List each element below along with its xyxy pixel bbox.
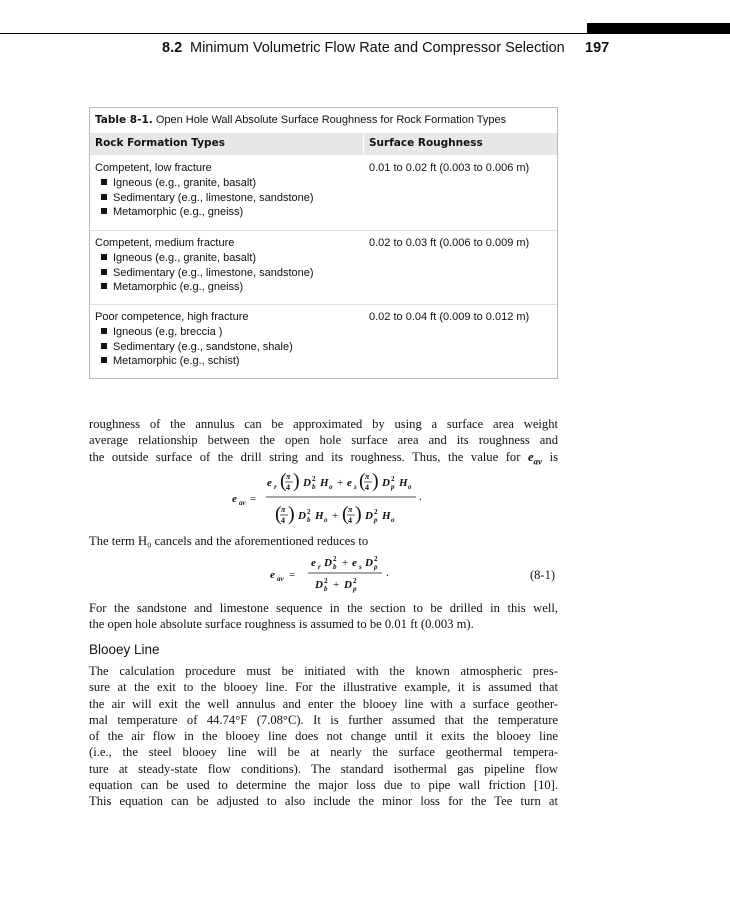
list-item: Sedimentary (e.g., sandstone, shale) bbox=[95, 340, 293, 355]
svg-text:4: 4 bbox=[286, 483, 290, 492]
svg-text:2: 2 bbox=[374, 555, 378, 563]
svg-text:H: H bbox=[320, 477, 329, 489]
roughness-cell: 0.02 to 0.03 ft (0.006 to 0.009 m) bbox=[369, 237, 530, 249]
svg-text:e: e bbox=[232, 493, 237, 505]
list-item: Igneous (e.g., granite, basalt) bbox=[95, 251, 314, 266]
text-line: equation can be used to determine the major loss due to pipe wall friction [10]. bbox=[89, 778, 558, 793]
svg-text:p: p bbox=[374, 516, 378, 524]
text-line: mal temperature of 44.74°F (7.08°C). It is further assumed that the temperature bbox=[89, 712, 558, 727]
text-line-end: is bbox=[549, 449, 558, 464]
text-line: of the air flow in the blooey line does not change until it exits the blooey line bbox=[89, 729, 558, 744]
svg-text:e: e bbox=[347, 477, 352, 489]
text-line: roughness of the annulus can be approximated by using a surface area weight bbox=[89, 417, 558, 431]
roughness-cell: 0.01 to 0.02 ft (0.003 to 0.006 m) bbox=[369, 162, 530, 174]
svg-text:D: D bbox=[298, 510, 306, 522]
paragraph-roughness-intro bbox=[89, 416, 558, 465]
text-line: (i.e., the steel blooey line will be at nearly the surface geothermal tempera- bbox=[89, 745, 558, 760]
text-line-run: the outside surface of the drill string and its roughness. Thus, the value for bbox=[89, 449, 521, 464]
svg-text:(: ( bbox=[275, 503, 282, 525]
svg-text:b: b bbox=[312, 483, 316, 491]
svg-text:o: o bbox=[324, 516, 328, 524]
svg-text:s: s bbox=[359, 563, 362, 571]
text-line: The term H₀ cancels and the aforementioned reduces to bbox=[89, 534, 369, 548]
svg-text:π: π bbox=[286, 472, 291, 481]
svg-text:D: D bbox=[303, 477, 311, 489]
svg-text:o: o bbox=[408, 483, 412, 491]
formation-cell bbox=[95, 161, 314, 220]
equation-weighted-roughness bbox=[230, 466, 430, 530]
section-subheading: Blooey Line bbox=[89, 642, 160, 657]
svg-text:r: r bbox=[274, 483, 277, 491]
svg-text:2: 2 bbox=[353, 577, 357, 585]
equation-number: (8-1) bbox=[530, 568, 555, 582]
formation-type: Competent, low fracture bbox=[95, 162, 212, 174]
svg-text:H: H bbox=[315, 510, 324, 522]
svg-text:2: 2 bbox=[374, 508, 378, 516]
svg-text:(: ( bbox=[342, 503, 349, 525]
svg-text:=: = bbox=[250, 493, 257, 505]
svg-text:.: . bbox=[386, 567, 389, 579]
list-item: Metamorphic (e.g., gneiss) bbox=[95, 205, 314, 220]
header-rock-formation-types: Rock Formation Types bbox=[95, 137, 225, 149]
svg-text:+: + bbox=[342, 557, 349, 569]
row-divider bbox=[90, 230, 557, 231]
text-line: sure at the exit to the blooey line. For the illustrative example, it is assumed that bbox=[89, 680, 558, 695]
svg-text:o: o bbox=[329, 483, 333, 491]
row-divider bbox=[90, 304, 557, 305]
svg-text:): ) bbox=[355, 503, 362, 525]
svg-text:e: e bbox=[270, 569, 275, 581]
roughness-cell: 0.02 to 0.04 ft (0.009 to 0.012 m) bbox=[369, 311, 530, 323]
svg-text:s: s bbox=[354, 483, 357, 491]
svg-text:e: e bbox=[267, 477, 272, 489]
svg-text:=: = bbox=[289, 569, 296, 581]
formation-type: Competent, medium fracture bbox=[95, 237, 235, 249]
svg-text:D: D bbox=[315, 579, 323, 591]
section-number: 8.2 bbox=[162, 40, 183, 56]
header-surface-roughness: Surface Roughness bbox=[369, 137, 483, 149]
svg-text:p: p bbox=[391, 483, 395, 491]
svg-text:): ) bbox=[293, 470, 300, 492]
svg-text:4: 4 bbox=[281, 516, 285, 525]
svg-text:+: + bbox=[333, 579, 340, 591]
svg-text:o: o bbox=[391, 516, 395, 524]
svg-text:π: π bbox=[365, 472, 370, 481]
svg-text:D: D bbox=[382, 477, 390, 489]
text-line bbox=[89, 449, 558, 465]
formation-type: Poor competence, high fracture bbox=[95, 311, 249, 323]
svg-text:2: 2 bbox=[391, 475, 395, 483]
svg-text:r: r bbox=[318, 563, 321, 571]
svg-text:2: 2 bbox=[324, 577, 328, 585]
text-line: the open hole absolute surface roughness is assumed to be 0.01 ft (0.003 m). bbox=[89, 617, 474, 632]
svg-text:4: 4 bbox=[365, 483, 369, 492]
list-item: Sedimentary (e.g., limestone, sandstone) bbox=[95, 266, 314, 281]
svg-text:π: π bbox=[281, 505, 286, 514]
text-line: For the sandstone and limestone sequence in the section to be drilled in this well, bbox=[89, 601, 558, 615]
text-line: This equation can be adjusted to also include the minor loss for the Tee turn at bbox=[89, 794, 558, 809]
running-head bbox=[0, 40, 730, 60]
list-item: Metamorphic (e.g., schist) bbox=[95, 354, 293, 369]
svg-text:e: e bbox=[352, 557, 357, 569]
svg-text:D: D bbox=[365, 510, 373, 522]
page-number: 197 bbox=[585, 40, 610, 56]
svg-text:(: ( bbox=[359, 470, 366, 492]
svg-text:av: av bbox=[239, 499, 246, 507]
formation-cell bbox=[95, 310, 293, 369]
list-item: Igneous (e.g., granite, basalt) bbox=[95, 176, 314, 191]
equation-8-1 bbox=[268, 553, 398, 595]
svg-text:): ) bbox=[372, 470, 379, 492]
svg-text:b: b bbox=[324, 585, 328, 593]
section-title: Minimum Volumetric Flow Rate and Compressor Selection bbox=[190, 40, 565, 56]
formation-cell bbox=[95, 236, 314, 295]
table-caption-label: Table 8-1. bbox=[95, 114, 153, 126]
svg-text:.: . bbox=[419, 491, 422, 503]
list-item: Igneous (e.g, breccia ) bbox=[95, 325, 293, 340]
svg-text:+: + bbox=[337, 477, 344, 489]
list-item: Sedimentary (e.g., limestone, sandstone) bbox=[95, 191, 314, 206]
svg-text:4: 4 bbox=[348, 516, 352, 525]
header-divider bbox=[363, 133, 364, 155]
text-line: The calculation procedure must be initiated with the known atmospheric pres- bbox=[89, 664, 558, 678]
svg-text:D: D bbox=[365, 557, 373, 569]
svg-text:p: p bbox=[353, 585, 357, 593]
text-line: average relationship between the open hole surface area and its roughness and bbox=[89, 433, 558, 448]
svg-text:D: D bbox=[324, 557, 332, 569]
paragraph-h0-cancels bbox=[89, 533, 558, 549]
svg-text:2: 2 bbox=[307, 508, 311, 516]
svg-text:π: π bbox=[348, 505, 353, 514]
svg-text:(: ( bbox=[280, 470, 287, 492]
header-bar bbox=[587, 23, 730, 33]
svg-text:p: p bbox=[374, 563, 378, 571]
svg-text:+: + bbox=[332, 510, 339, 522]
svg-text:): ) bbox=[288, 503, 295, 525]
svg-text:b: b bbox=[307, 516, 311, 524]
text-line: the air will exit the well annulus and enter the blooey line with a surface geother- bbox=[89, 696, 558, 711]
svg-text:D: D bbox=[344, 579, 352, 591]
var-e-av: $e_{av}$ bbox=[527, 449, 543, 467]
svg-text:2: 2 bbox=[333, 555, 337, 563]
paragraph-sandstone-roughness bbox=[89, 600, 558, 633]
svg-text:H: H bbox=[399, 477, 408, 489]
svg-text:H: H bbox=[382, 510, 391, 522]
table-header bbox=[90, 133, 557, 155]
svg-text:b: b bbox=[333, 563, 337, 571]
text-line: ture at steady-state flow conditions). The standard isothermal gas pipeline flow bbox=[89, 761, 558, 776]
table-8-1 bbox=[89, 107, 558, 379]
svg-text:e: e bbox=[311, 557, 316, 569]
svg-text:av: av bbox=[277, 575, 284, 583]
table-caption-text: Open Hole Wall Absolute Surface Roughness for Rock Formation Types bbox=[155, 114, 507, 126]
table-caption bbox=[95, 114, 506, 126]
paragraph-blooey-line bbox=[89, 663, 558, 810]
svg-text:2: 2 bbox=[312, 475, 316, 483]
list-item: Metamorphic (e.g., gneiss) bbox=[95, 280, 314, 295]
header-rule bbox=[0, 33, 730, 34]
